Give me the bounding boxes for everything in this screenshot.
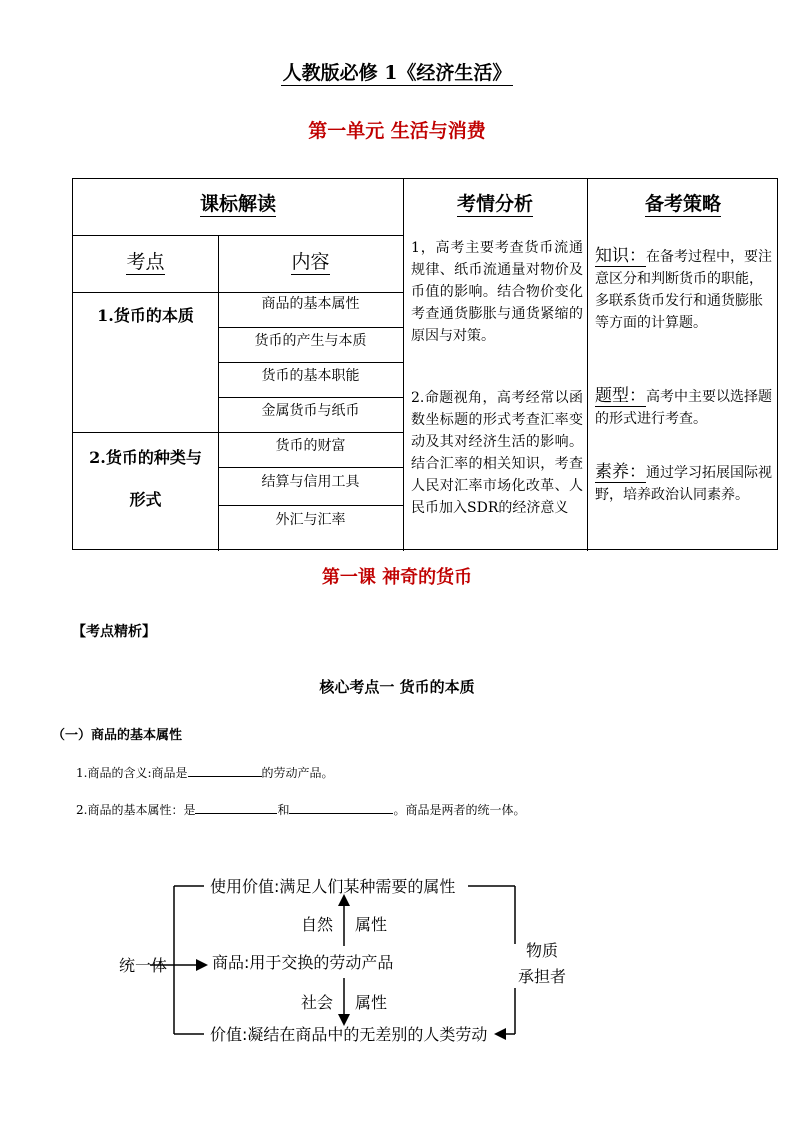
content-item: 货币的产生与本质 xyxy=(254,333,367,349)
fill-blank[interactable] xyxy=(289,801,393,814)
strategy-literacy-text: 通过学习拓展国际视野，培养政治认同素养。 xyxy=(595,465,772,503)
question-2-mid: 和 xyxy=(277,803,290,817)
unity-label: 统一体 xyxy=(119,956,168,975)
point-2-label-line2: 形式 xyxy=(129,490,162,509)
content-item: 外汇与汇率 xyxy=(275,512,346,528)
header-analysis: 考情分析 xyxy=(456,193,533,215)
unit-title: 第一单元 生活与消费 xyxy=(308,120,486,142)
header-standard: 课标解读 xyxy=(199,193,276,215)
use-value-text: 使用价值:满足人们某种需要的属性 xyxy=(210,877,456,896)
fill-blank[interactable] xyxy=(188,764,262,777)
strategy-knowledge-text: 在备考过程中，要注意区分和判断货币的职能，多联系货币发行和通货膨胀等方面的计算题。 xyxy=(595,249,772,331)
commodity-attribute-diagram xyxy=(0,860,794,1060)
lesson-title: 第一课 神奇的货币 xyxy=(321,567,473,588)
question-1 xyxy=(76,764,334,781)
carrier-label-line1: 物质 xyxy=(526,941,559,960)
subheader-content: 内容 xyxy=(291,251,330,273)
attribute-label-1: 属性 xyxy=(355,915,388,934)
content-item: 结算与信用工具 xyxy=(261,474,360,490)
point-2-label-line1: 2.货币的种类与 xyxy=(89,448,202,467)
fill-blank[interactable] xyxy=(195,801,277,814)
carrier-label-line2: 承担者 xyxy=(518,967,567,986)
section-label: 【考点精析】 xyxy=(72,624,156,640)
strategy-knowledge-label: 知识： xyxy=(595,246,646,266)
document-title: 人教版必修 1《经济生活》 xyxy=(282,62,512,84)
value-text: 价值:凝结在商品中的无差别的人类劳动 xyxy=(210,1025,488,1044)
question-2-suffix: 。商品是两者的统一体。 xyxy=(393,803,526,817)
point-1-label: 1.货币的本质 xyxy=(97,306,194,325)
core-point-title: 核心考点一 货币的本质 xyxy=(319,678,475,696)
subsection-title: （一）商品的基本属性 xyxy=(52,728,183,743)
subheader-point: 考点 xyxy=(126,251,165,273)
content-item: 货币的基本职能 xyxy=(261,368,360,384)
content-item: 金属货币与纸币 xyxy=(261,403,360,419)
content-item: 商品的基本属性 xyxy=(261,296,360,312)
strategy-literacy xyxy=(595,461,775,506)
analysis-paragraph-1: 1，高考主要考查货币流通规律、纸币流通量对物价及币值的影响。结合物价变化考查通货膨胀与通货紧缩的原因与对策。 xyxy=(411,240,583,344)
analysis-paragraph-2: 2.命题视角，高考经常以函数坐标题的形式考查汇率变动及其对经济生活的影响。结合汇率的相关知识，考查人民对汇率市场化改革、人民币加入SDR的经济意义 xyxy=(411,390,583,516)
commodity-text: 商品:用于交换的劳动产品 xyxy=(212,953,394,972)
strategy-type xyxy=(595,385,775,430)
content-item: 货币的财富 xyxy=(275,438,346,454)
strategy-knowledge xyxy=(595,245,775,334)
strategy-type-label: 题型： xyxy=(595,386,646,406)
question-1-suffix: 的劳动产品。 xyxy=(261,766,334,780)
header-strategy: 备考策略 xyxy=(644,193,721,215)
strategy-literacy-label: 素养： xyxy=(595,462,646,482)
question-1-prefix: 1.商品的含义:商品是 xyxy=(76,766,188,780)
attribute-label-2: 属性 xyxy=(355,993,388,1012)
natural-label: 自然 xyxy=(301,915,334,934)
question-2-prefix: 2.商品的基本属性：是 xyxy=(76,803,196,817)
question-2 xyxy=(76,801,525,818)
strategy-type-text: 高考中主要以选择题的形式进行考查。 xyxy=(595,389,772,427)
curriculum-table xyxy=(72,178,778,550)
social-label: 社会 xyxy=(301,993,334,1012)
